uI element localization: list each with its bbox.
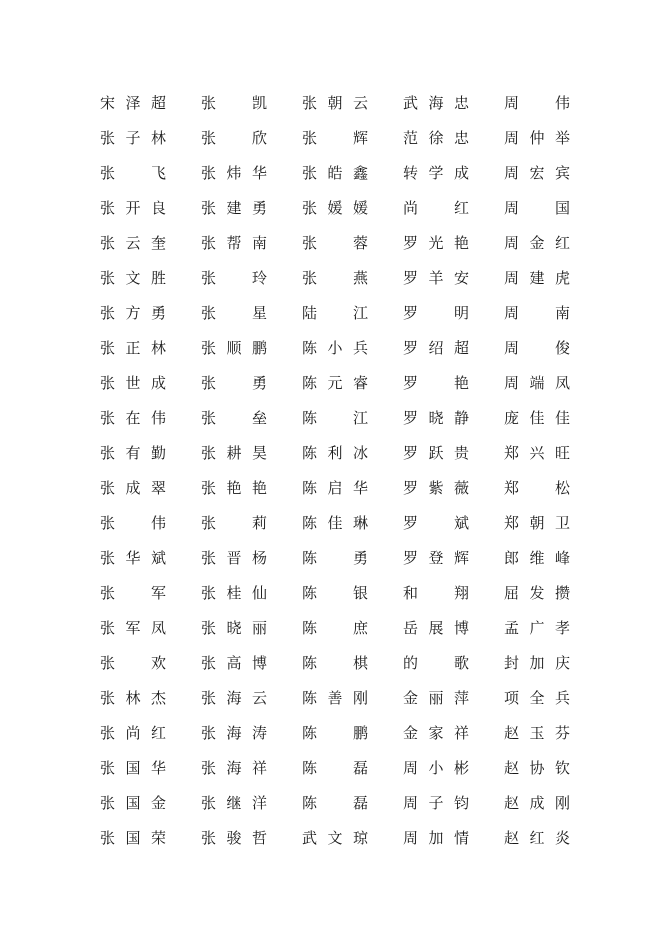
name-entry: 罗 羊 安: [403, 268, 469, 287]
name-entry: 罗 跃 贵: [403, 443, 469, 462]
name-entry: 陈 银: [302, 583, 368, 602]
name-entry: 张 燕: [302, 268, 368, 287]
name-row: [100, 400, 580, 435]
name-entry: 陈 磊: [302, 758, 368, 777]
name-entry: 尚 红: [403, 198, 469, 217]
name-entry: 张 继 洋: [201, 793, 267, 812]
name-row: [100, 85, 580, 120]
name-entry: 周 小 彬: [403, 758, 469, 777]
name-entry: 郑 松: [504, 478, 570, 497]
name-entry: 赵 成 刚: [504, 793, 570, 812]
name-entry: 赵 协 钦: [504, 758, 570, 777]
name-entry: 陈 启 华: [302, 478, 368, 497]
name-entry: 罗 明: [403, 303, 469, 322]
name-entry: 张 欣: [201, 128, 267, 147]
name-entry: 张 飞: [100, 163, 166, 182]
name-entry: 张 高 博: [201, 653, 267, 672]
name-entry: 周 加 情: [403, 828, 469, 847]
name-entry: 张 开 良: [100, 198, 166, 217]
name-entry: 周 伟: [504, 93, 570, 112]
name-entry: 张 成 翠: [100, 478, 166, 497]
name-entry: 陈 江: [302, 408, 368, 427]
name-row: [100, 330, 580, 365]
name-entry: 罗 晓 静: [403, 408, 469, 427]
name-entry: 张 莉: [201, 513, 267, 532]
name-entry: 金 家 祥: [403, 723, 469, 742]
name-entry: 郑 朝 卫: [504, 513, 570, 532]
name-entry: 张 勇: [201, 373, 267, 392]
name-entry: 陆 江: [302, 303, 368, 322]
name-entry: 张 晓 丽: [201, 618, 267, 637]
name-entry: 罗 登 辉: [403, 548, 469, 567]
name-row: [100, 505, 580, 540]
name-entry: 项 全 兵: [504, 688, 570, 707]
name-entry: 周 金 红: [504, 233, 570, 252]
name-entry: 陈 善 刚: [302, 688, 368, 707]
name-entry: 武 文 琼: [302, 828, 368, 847]
name-entry: 张 子 林: [100, 128, 166, 147]
name-entry: 陈 利 冰: [302, 443, 368, 462]
name-row: [100, 155, 580, 190]
name-entry: 罗 绍 超: [403, 338, 469, 357]
name-row: [100, 470, 580, 505]
name-entry: 岳 展 博: [403, 618, 469, 637]
name-row: [100, 295, 580, 330]
name-row: [100, 120, 580, 155]
name-entry: 金 丽 萍: [403, 688, 469, 707]
name-entry: 周 南: [504, 303, 570, 322]
name-entry: 周 国: [504, 198, 570, 217]
name-row: [100, 715, 580, 750]
name-entry: 的 歌: [403, 653, 469, 672]
name-entry: 张 艳 艳: [201, 478, 267, 497]
name-entry: 赵 红 炎: [504, 828, 570, 847]
name-entry: 张 军: [100, 583, 166, 602]
name-entry: 范 徐 忠: [403, 128, 469, 147]
name-row: [100, 750, 580, 785]
name-entry: 张 文 胜: [100, 268, 166, 287]
name-entry: 张 骏 哲: [201, 828, 267, 847]
name-entry: 张 正 林: [100, 338, 166, 357]
name-entry: 张 尚 红: [100, 723, 166, 742]
name-entry: 罗 光 艳: [403, 233, 469, 252]
name-entry: 张 华 斌: [100, 548, 166, 567]
name-entry: 张 有 勤: [100, 443, 166, 462]
name-entry: 张 凯: [201, 93, 267, 112]
name-entry: 张 辉: [302, 128, 368, 147]
name-entry: 张 蓉: [302, 233, 368, 252]
name-row: [100, 365, 580, 400]
name-entry: 庞 佳 佳: [504, 408, 570, 427]
name-row: [100, 435, 580, 470]
name-row: [100, 645, 580, 680]
name-entry: 孟 广 孝: [504, 618, 570, 637]
name-entry: 罗 艳: [403, 373, 469, 392]
name-entry: 张 桂 仙: [201, 583, 267, 602]
name-entry: 封 加 庆: [504, 653, 570, 672]
name-entry: 陈 庶: [302, 618, 368, 637]
name-entry: 张 云 奎: [100, 233, 166, 252]
name-entry: 张 在 伟: [100, 408, 166, 427]
name-row: [100, 680, 580, 715]
name-entry: 张 建 勇: [201, 198, 267, 217]
name-entry: 张 欢: [100, 653, 166, 672]
name-entry: 陈 元 睿: [302, 373, 368, 392]
name-entry: 张 国 华: [100, 758, 166, 777]
name-entry: 张 帮 南: [201, 233, 267, 252]
name-entry: 赵 玉 芬: [504, 723, 570, 742]
name-entry: 郑 兴 旺: [504, 443, 570, 462]
name-entry: 张 海 涛: [201, 723, 267, 742]
name-entry: 屈 发 攒: [504, 583, 570, 602]
name-entry: 张 林 杰: [100, 688, 166, 707]
name-entry: 张 晋 杨: [201, 548, 267, 567]
name-entry: 宋 泽 超: [100, 93, 166, 112]
name-entry: 张 媛 媛: [302, 198, 368, 217]
name-entry: 张 玲: [201, 268, 267, 287]
name-entry: 张 炜 华: [201, 163, 267, 182]
name-entry: 张 顺 鹏: [201, 338, 267, 357]
name-row: [100, 610, 580, 645]
name-entry: 和 翔: [403, 583, 469, 602]
name-entry: 武 海 忠: [403, 93, 469, 112]
name-row: [100, 820, 580, 855]
name-list: [100, 85, 580, 855]
name-entry: 陈 鹏: [302, 723, 368, 742]
name-entry: 张 垒: [201, 408, 267, 427]
name-row: [100, 225, 580, 260]
name-row: [100, 575, 580, 610]
name-entry: 陈 勇: [302, 548, 368, 567]
name-entry: 张 国 荣: [100, 828, 166, 847]
name-entry: 张 海 祥: [201, 758, 267, 777]
name-entry: 周 俊: [504, 338, 570, 357]
name-entry: 陈 磊: [302, 793, 368, 812]
name-entry: 转 学 成: [403, 163, 469, 182]
name-row: [100, 785, 580, 820]
name-entry: 罗 斌: [403, 513, 469, 532]
name-entry: 周 仲 举: [504, 128, 570, 147]
name-entry: 陈 棋: [302, 653, 368, 672]
name-entry: 张 国 金: [100, 793, 166, 812]
name-entry: 罗 紫 薇: [403, 478, 469, 497]
name-entry: 郎 维 峰: [504, 548, 570, 567]
name-entry: 张 世 成: [100, 373, 166, 392]
name-entry: 张 伟: [100, 513, 166, 532]
name-entry: 陈 小 兵: [302, 338, 368, 357]
name-entry: 周 建 虎: [504, 268, 570, 287]
name-entry: 张 星: [201, 303, 267, 322]
name-row: [100, 190, 580, 225]
name-entry: 张 方 勇: [100, 303, 166, 322]
name-entry: 张 皓 鑫: [302, 163, 368, 182]
name-entry: 陈 佳 琳: [302, 513, 368, 532]
name-entry: 张 军 凤: [100, 618, 166, 637]
name-entry: 张 耕 昊: [201, 443, 267, 462]
name-entry: 周 端 凤: [504, 373, 570, 392]
name-row: [100, 540, 580, 575]
name-entry: 张 朝 云: [302, 93, 368, 112]
name-entry: 张 海 云: [201, 688, 267, 707]
name-row: [100, 260, 580, 295]
name-entry: 周 子 钧: [403, 793, 469, 812]
name-entry: 周 宏 宾: [504, 163, 570, 182]
